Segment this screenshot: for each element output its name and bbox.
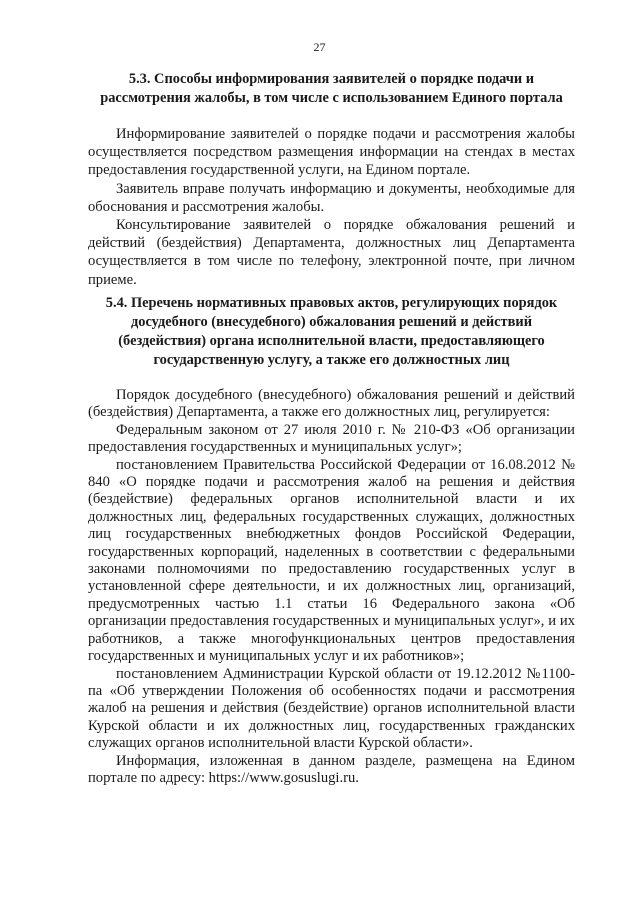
heading-line: (бездействия) органа исполнительной власти, предоставляющего <box>118 333 545 349</box>
section-5-4-heading <box>88 294 575 370</box>
paragraph: Информирование заявителей о порядке подачи и рассмотрения жалобы осуществляется посредством размещения информации на стендах в местах предоставления государственной услуги, на Едином портале. <box>88 126 575 179</box>
section-5-3-heading <box>88 70 575 108</box>
paragraph: Заявитель вправе получать информацию и документы, необходимые для обоснования и рассмотрения жалобы. <box>88 180 575 215</box>
section-5-3-body <box>88 125 575 289</box>
heading-line: рассмотрения жалобы, в том числе с использованием Единого портала <box>100 90 563 106</box>
paragraph: постановлением Администрации Курской области от 19.12.2012 №1100-па «Об утверждении Положения об особенностях подачи и рассмотрения жалоб на решения и действия (бездействие) органов исполнительной власти Курской области и их должностных лиц, государственных гражданских служащих органов исполнительной власти Курской области». <box>88 665 575 752</box>
section-5-3 <box>88 70 575 289</box>
heading-line: досудебного (внесудебного) обжалования решений и действий <box>131 314 532 330</box>
heading-line: 5.4. Перечень нормативных правовых актов, регулирующих порядок <box>105 295 558 311</box>
page-number: 27 <box>313 40 326 54</box>
paragraph: постановлением Правительства Российской Федерации от 16.08.2012 № 840 «О порядке подачи и рассмотрения жалоб на решения и действия (бездействие) федеральных органов исполнительной власти и их должностных лиц, федеральных государственных служащих, должностных лиц государственных внебюджетных фондов Российской Федерации, государственных корпораций, наделенных в соответствии с федеральными законами полномочиями по предоставлению государственных услуг в установленной сфере деятельности, и их должностных лиц, организаций, предусмотренных частью 1.1 статьи 16 Федерального закона «Об организации предоставления государственных и муниципальных услуг», и их работников, а также многофункциональных центров предоставления государственных и муниципальных услуг и их работников»; <box>88 456 575 665</box>
heading-line: 5.3. Способы информирования заявителей о порядке подачи и <box>128 71 535 87</box>
section-5-4-body <box>88 387 575 787</box>
paragraph: Информация, изложенная в данном разделе, размещена на Едином портале по адресу: https://www.gosuslugi.ru. <box>88 752 575 786</box>
heading-line: государственную услугу, а также его должностных лиц <box>153 352 510 368</box>
paragraph: Порядок досудебного (внесудебного) обжалования решений и действий (бездействия) Департамента, а также его должностных лиц, регулируется: <box>88 387 575 421</box>
paragraph: Консультирование заявителей о порядке обжалования решений и действий (бездействия) Департамента, должностных лиц Департамента осуществляется в том числе по телефону, электронной почте, при личном приеме. <box>88 217 575 288</box>
paragraph: Федеральным законом от 27 июля 2010 г. № 210-ФЗ «Об организации предоставления государственных и муниципальных услуг»; <box>88 421 575 456</box>
section-5-4 <box>88 294 575 787</box>
